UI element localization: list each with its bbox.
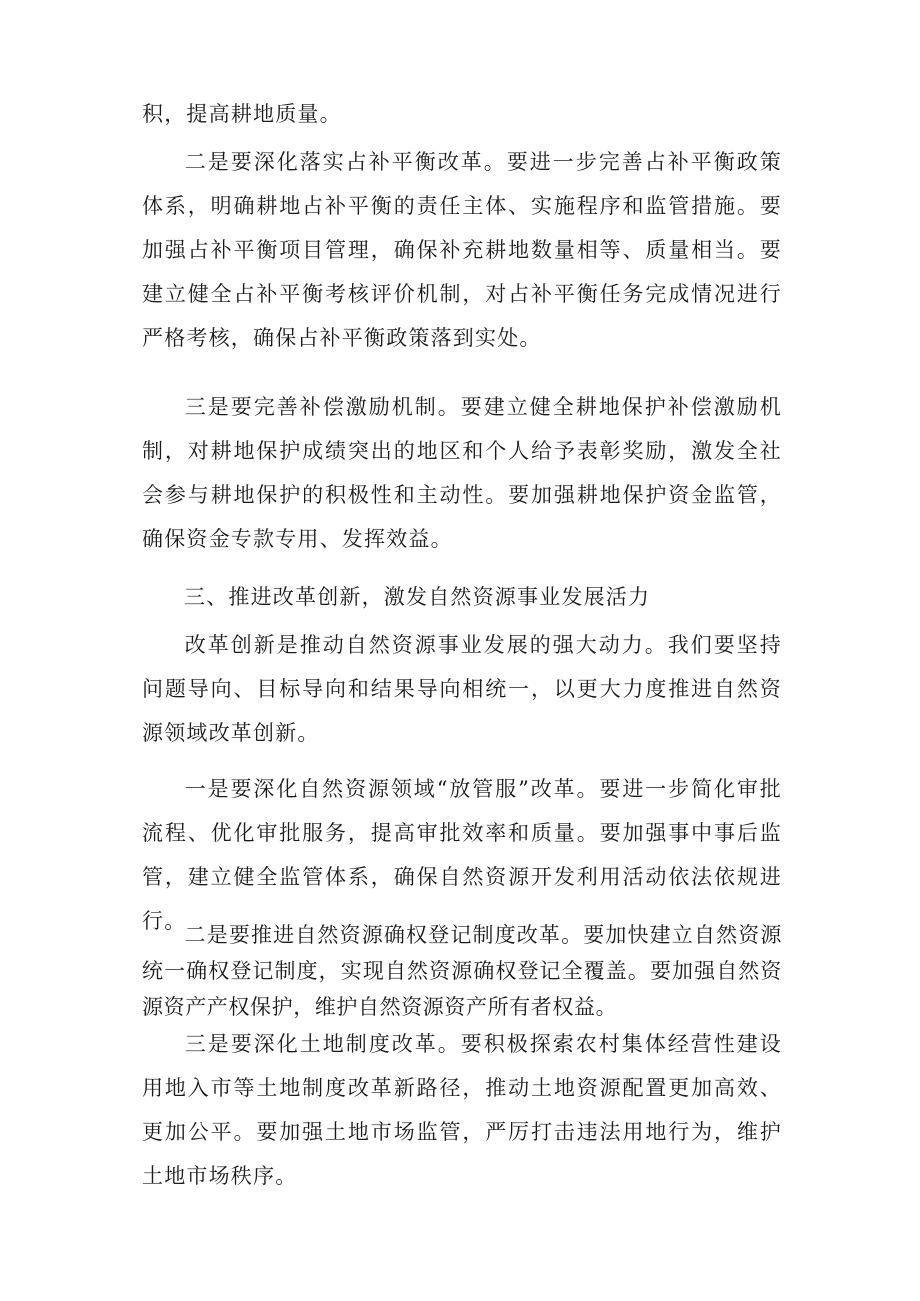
section-heading (142, 575, 782, 619)
paragraph-text: 三是要完善补偿激励机制。要建立健全耕地保护补偿激励机制，对耕地保护成绩突出的地区和个人给予表彰奖励，激发全社会参与耕地保护的积极性和主动性。要加强耕地保护资金监管，确保资金专款专用、发挥效益。 (142, 395, 782, 551)
paragraph-continuation (142, 92, 782, 136)
paragraph-text: 三是要深化土地制度改革。要积极探索农村集体经营性建设用地入市等土地制度改革新路径，推动土地资源配置更加高效、更加公平。要加强土地市场监管，严厉打击违法用地行为，维护土地市场秩序。 (142, 1032, 782, 1188)
heading-text: 三、推进改革创新，激发自然资源事业发展活力 (184, 585, 651, 609)
paragraph-occupation-balance (142, 140, 782, 360)
paragraph-text: 二是要推进自然资源确权登记制度改革。要加快建立自然资源统一确权登记制度，实现自然资源确权登记全覆盖。要加强自然资源资产产权保护，维护自然资源资产所有者权益。 (142, 923, 782, 1019)
paragraph-land-system (142, 1022, 782, 1198)
paragraph-text: 二是要深化落实占补平衡改革。要进一步完善占补平衡政策体系，明确耕地占补平衡的责任主体、实施程序和监管措施。要加强占补平衡项目管理，确保补充耕地数量相等、质量相当。要建立健全占补平衡考核评价机制，对占补平衡任务完成情况进行严格考核，确保占补平衡政策落到实处。 (142, 150, 782, 350)
paragraph-text: 改革创新是推动自然资源事业发展的强大动力。我们要坚持问题导向、目标导向和结果导向相统一，以更大力度推进自然资源领域改革创新。 (142, 633, 782, 745)
paragraph-compensation (142, 385, 782, 561)
paragraph-reform-intro (142, 623, 782, 755)
paragraph-text: 积，提高耕地质量。 (142, 102, 342, 126)
paragraph-rights-registration (142, 917, 782, 1025)
paragraph-text: 一是要深化自然资源领域“放管服”改革。要进一步简化审批流程、优化审批服务，提高审批效率和质量。要加强事中事后监管，建立健全监管体系，确保自然资源开发利用活动依法依规进行。 (142, 777, 782, 933)
